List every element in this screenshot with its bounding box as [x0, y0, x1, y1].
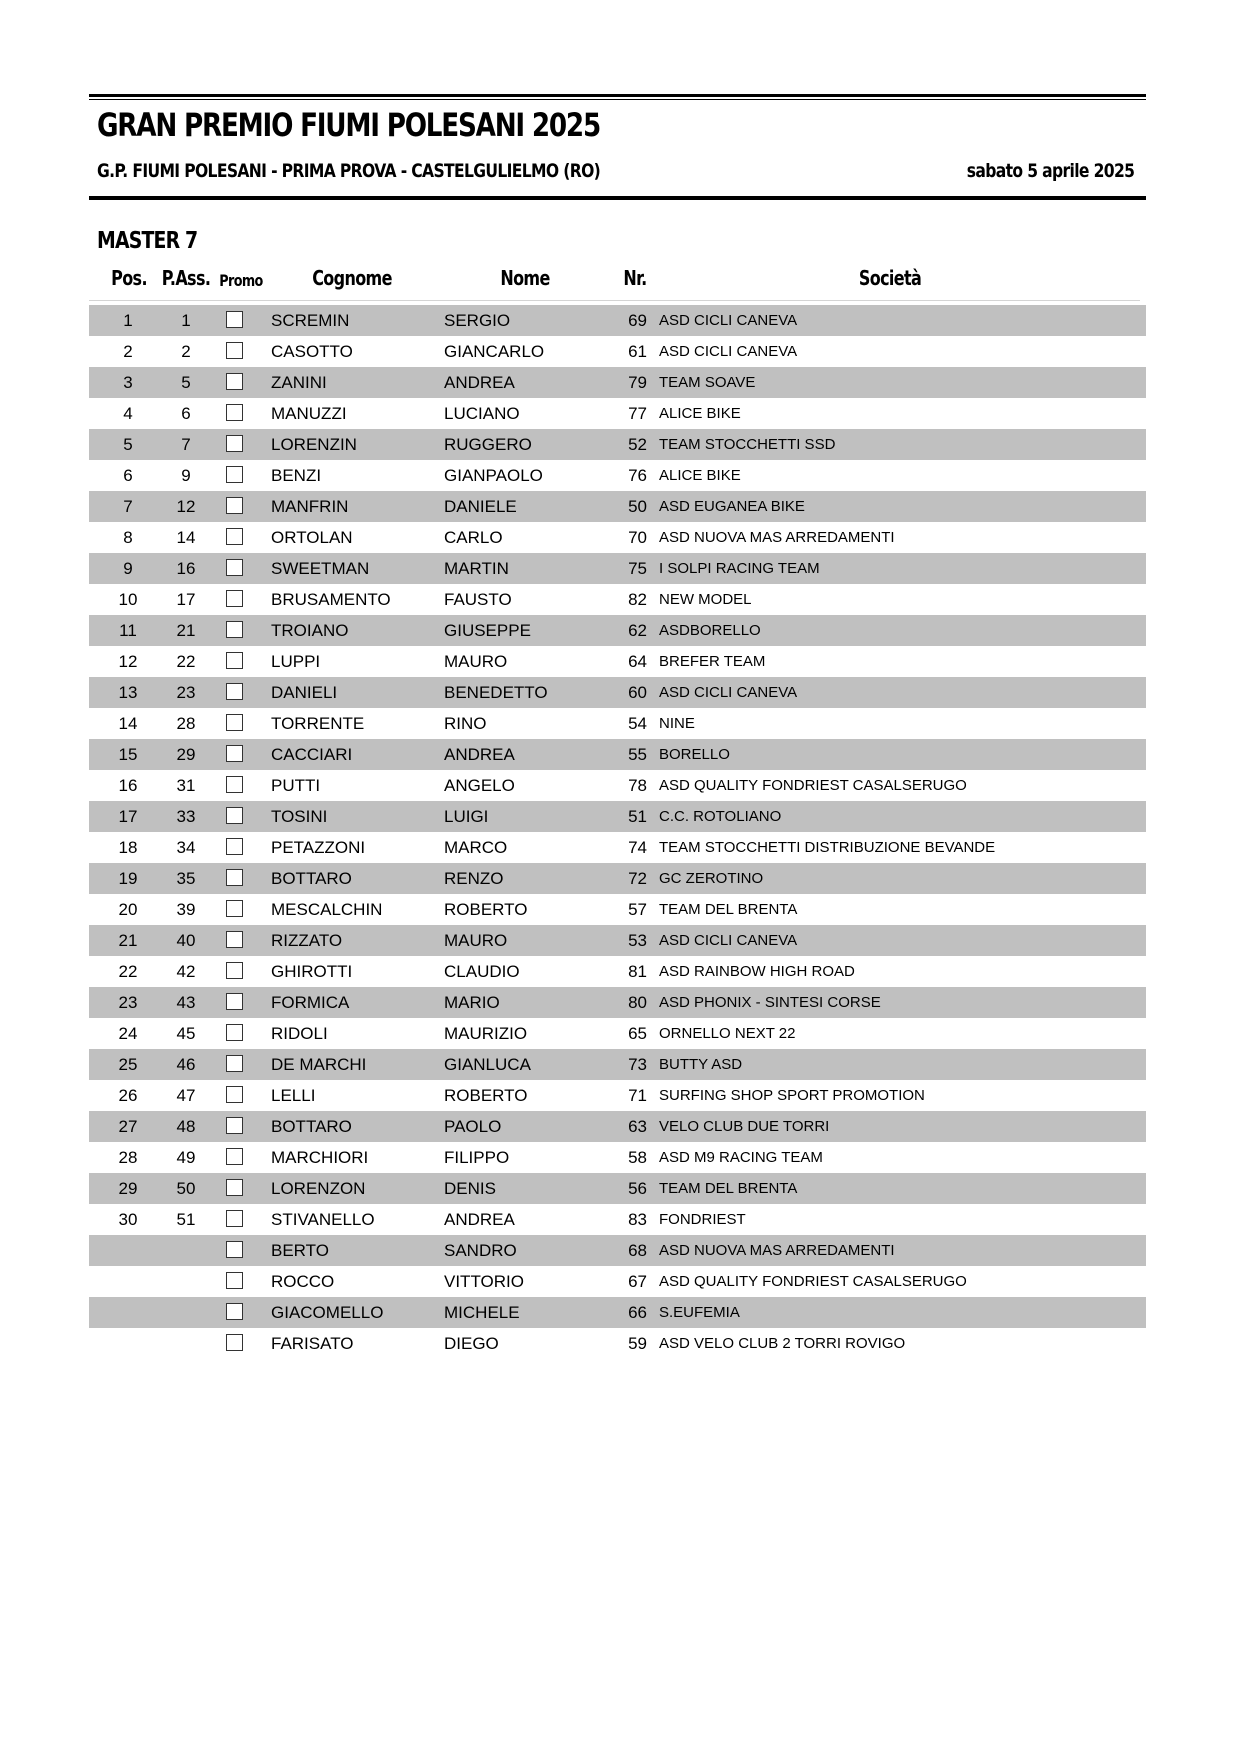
row-cognome: SCREMIN [271, 311, 350, 330]
header-rule-bottom [89, 196, 1146, 200]
promo-checkbox[interactable] [226, 869, 243, 886]
row-nr: 67 [628, 1272, 647, 1291]
table-row [89, 1173, 1146, 1204]
row-pass: 43 [176, 993, 196, 1012]
row-pos: 3 [123, 373, 133, 392]
table-row [89, 1328, 1146, 1359]
row-nr: 68 [628, 1241, 647, 1260]
row-nr: 57 [628, 900, 647, 919]
table-row [89, 987, 1146, 1018]
row-societa: ASD CICLI CANEVA [659, 684, 798, 701]
row-nr: 70 [628, 528, 647, 547]
row-societa: ASD VELO CLUB 2 TORRI ROVIGO [659, 1335, 906, 1352]
race-subtitle: G.P. FIUMI POLESANI - PRIMA PROVA - CASTELGULIELMO (RO) [97, 160, 601, 182]
row-societa: SURFING SHOP SPORT PROMOTION [659, 1087, 925, 1104]
row-nome: DIEGO [444, 1334, 499, 1353]
promo-checkbox[interactable] [226, 900, 243, 917]
row-pos: 30 [118, 1210, 138, 1229]
col-header-pass: P.Ass. [161, 266, 211, 290]
row-cognome: SWEETMAN [271, 559, 370, 578]
col-header-pos: Pos. [111, 266, 147, 290]
row-nome: LUCIANO [444, 404, 520, 423]
promo-checkbox[interactable] [226, 435, 243, 452]
promo-checkbox[interactable] [226, 621, 243, 638]
row-societa: ASD CICLI CANEVA [659, 343, 798, 360]
row-nome: MARIO [444, 993, 500, 1012]
row-nome: SANDRO [444, 1241, 517, 1260]
table-row [89, 646, 1146, 677]
row-nr: 73 [628, 1055, 647, 1074]
row-pass: 48 [176, 1117, 196, 1136]
row-nome: MICHELE [444, 1303, 520, 1322]
header-rule-top [89, 94, 1146, 97]
row-pass: 12 [176, 497, 196, 516]
row-cognome: GHIROTTI [271, 962, 353, 981]
row-nr: 77 [628, 404, 647, 423]
promo-checkbox[interactable] [226, 373, 243, 390]
row-cognome: BENZI [271, 466, 322, 485]
row-nome: GIANLUCA [444, 1055, 531, 1074]
row-cognome: RIDOLI [271, 1024, 328, 1043]
table-row [89, 677, 1146, 708]
row-cognome: MESCALCHIN [271, 900, 383, 919]
row-cognome: ORTOLAN [271, 528, 353, 547]
row-cognome: PUTTI [271, 776, 321, 795]
row-nome: FILIPPO [444, 1148, 510, 1167]
table-row [89, 1080, 1146, 1111]
row-nome: MARTIN [444, 559, 509, 578]
row-societa: VELO CLUB DUE TORRI [659, 1118, 830, 1135]
table-row [89, 801, 1146, 832]
row-nr: 82 [628, 590, 647, 609]
promo-checkbox[interactable] [226, 931, 243, 948]
row-societa: TEAM DEL BRENTA [659, 901, 798, 918]
row-societa: ASDBORELLO [659, 622, 761, 639]
row-nome: ROBERTO [444, 1086, 528, 1105]
promo-checkbox[interactable] [226, 962, 243, 979]
promo-checkbox[interactable] [226, 311, 243, 328]
row-cognome: FARISATO [271, 1334, 354, 1353]
row-pass: 21 [176, 621, 196, 640]
row-cognome: TOSINI [271, 807, 328, 826]
row-nr: 74 [628, 838, 647, 857]
row-societa: TEAM STOCCHETTI DISTRIBUZIONE BEVANDE [659, 839, 996, 856]
promo-checkbox[interactable] [226, 745, 243, 762]
row-pass: 23 [176, 683, 196, 702]
table-row [89, 398, 1146, 429]
row-pos: 27 [118, 1117, 138, 1136]
table-row [89, 491, 1146, 522]
row-pos: 8 [123, 528, 133, 547]
row-nr: 58 [628, 1148, 647, 1167]
row-nr: 59 [628, 1334, 647, 1353]
row-pass: 46 [176, 1055, 196, 1074]
row-societa: I SOLPI RACING TEAM [659, 560, 820, 577]
row-pos: 23 [118, 993, 138, 1012]
row-societa: BORELLO [659, 746, 730, 763]
category-title: MASTER 7 [97, 228, 198, 254]
table-row [89, 1297, 1146, 1328]
row-pos: 5 [123, 435, 133, 454]
row-nr: 81 [628, 962, 647, 981]
promo-checkbox[interactable] [226, 993, 243, 1010]
row-societa: ASD QUALITY FONDRIEST CASALSERUGO [659, 1273, 967, 1290]
row-pass: 47 [176, 1086, 196, 1105]
row-pass: 9 [181, 466, 191, 485]
row-nome: CARLO [444, 528, 503, 547]
table-row [89, 1018, 1146, 1049]
row-nr: 80 [628, 993, 647, 1012]
row-nr: 53 [628, 931, 647, 950]
row-cognome: TROIANO [271, 621, 349, 640]
row-nome: ANDREA [444, 1210, 515, 1229]
row-pos: 18 [118, 838, 138, 857]
promo-checkbox[interactable] [226, 1179, 243, 1196]
row-societa: ASD EUGANEA BIKE [659, 498, 805, 515]
table-row [89, 1235, 1146, 1266]
row-cognome: BERTO [271, 1241, 329, 1260]
row-pos: 28 [118, 1148, 138, 1167]
row-nome: ANDREA [444, 373, 515, 392]
row-nr: 64 [628, 652, 647, 671]
row-pos: 12 [118, 652, 138, 671]
table-row [89, 1142, 1146, 1173]
table-row [89, 1266, 1146, 1297]
row-pass: 40 [176, 931, 196, 950]
row-nome: ANGELO [444, 776, 515, 795]
row-cognome: BRUSAMENTO [271, 590, 391, 609]
row-societa: ASD CICLI CANEVA [659, 312, 798, 329]
row-cognome: LELLI [271, 1086, 316, 1105]
row-pass: 5 [181, 373, 191, 392]
promo-checkbox[interactable] [226, 807, 243, 824]
row-pos: 24 [118, 1024, 138, 1043]
row-pos: 9 [123, 559, 133, 578]
table-row [89, 863, 1146, 894]
row-societa: ASD QUALITY FONDRIEST CASALSERUGO [659, 777, 967, 794]
row-nr: 76 [628, 466, 647, 485]
row-cognome: PETAZZONI [271, 838, 366, 857]
row-nr: 63 [628, 1117, 647, 1136]
row-nr: 78 [628, 776, 647, 795]
row-nome: ANDREA [444, 745, 515, 764]
page-title: GRAN PREMIO FIUMI POLESANI 2025 [97, 106, 600, 144]
table-row [89, 429, 1146, 460]
promo-checkbox[interactable] [226, 590, 243, 607]
row-pass: 29 [176, 745, 196, 764]
row-pass: 51 [176, 1210, 196, 1229]
table-row [89, 1111, 1146, 1142]
row-nr: 75 [628, 559, 647, 578]
row-pos: 20 [118, 900, 138, 919]
row-societa: S.EUFEMIA [659, 1304, 740, 1321]
row-nr: 56 [628, 1179, 647, 1198]
row-cognome: ROCCO [271, 1272, 335, 1291]
row-societa: ALICE BIKE [659, 405, 741, 422]
promo-checkbox[interactable] [226, 683, 243, 700]
row-pass: 33 [176, 807, 196, 826]
table-row [89, 832, 1146, 863]
row-nome: DANIELE [444, 497, 517, 516]
table-row [89, 770, 1146, 801]
promo-checkbox[interactable] [226, 497, 243, 514]
promo-checkbox[interactable] [226, 1024, 243, 1041]
row-societa: FONDRIEST [659, 1211, 746, 1228]
row-societa: ASD NUOVA MAS ARREDAMENTI [659, 529, 895, 546]
row-pass: 28 [176, 714, 196, 733]
row-pass: 49 [176, 1148, 196, 1167]
row-cognome: LUPPI [271, 652, 321, 671]
row-pass: 31 [176, 776, 196, 795]
row-cognome: BOTTARO [271, 869, 352, 888]
row-nr: 54 [628, 714, 647, 733]
table-row [89, 336, 1146, 367]
row-societa: C.C. ROTOLIANO [659, 808, 782, 825]
table-row [89, 925, 1146, 956]
promo-checkbox[interactable] [226, 714, 243, 731]
row-pos: 4 [123, 404, 133, 423]
row-nome: RINO [444, 714, 487, 733]
row-nr: 83 [628, 1210, 647, 1229]
row-nome: RUGGERO [444, 435, 532, 454]
row-pass: 39 [176, 900, 196, 919]
row-pass: 45 [176, 1024, 196, 1043]
row-cognome: LORENZIN [271, 435, 357, 454]
row-pass: 16 [176, 559, 196, 578]
row-societa: NEW MODEL [659, 591, 752, 608]
table-row [89, 305, 1146, 336]
row-nr: 65 [628, 1024, 647, 1043]
row-pos: 26 [118, 1086, 138, 1105]
row-societa: GC ZEROTINO [659, 870, 764, 887]
table-row [89, 894, 1146, 925]
row-pos: 19 [118, 869, 138, 888]
promo-checkbox[interactable] [226, 559, 243, 576]
table-row [89, 708, 1146, 739]
row-societa: ASD M9 RACING TEAM [659, 1149, 823, 1166]
row-cognome: DE MARCHI [271, 1055, 367, 1074]
promo-checkbox[interactable] [226, 1303, 243, 1320]
promo-checkbox[interactable] [226, 776, 243, 793]
row-nr: 79 [628, 373, 647, 392]
promo-checkbox[interactable] [226, 838, 243, 855]
row-nr: 51 [628, 807, 647, 826]
promo-checkbox[interactable] [226, 342, 243, 359]
row-nome: MAURIZIO [444, 1024, 528, 1043]
row-nome: RENZO [444, 869, 504, 888]
row-pos: 2 [123, 342, 133, 361]
row-nr: 50 [628, 497, 647, 516]
table-row [89, 460, 1146, 491]
row-cognome: MARCHIORI [271, 1148, 369, 1167]
row-pass: 6 [181, 404, 191, 423]
row-nome: MARCO [444, 838, 508, 857]
col-header-cognome: Cognome [312, 266, 392, 290]
row-societa: ASD RAINBOW HIGH ROAD [659, 963, 855, 980]
row-pos: 17 [118, 807, 138, 826]
table-row [89, 956, 1146, 987]
table-row [89, 522, 1146, 553]
row-pass: 17 [176, 590, 196, 609]
row-pass: 42 [176, 962, 196, 981]
promo-checkbox[interactable] [226, 466, 243, 483]
row-pass: 1 [181, 311, 191, 330]
row-pos: 29 [118, 1179, 138, 1198]
row-societa: ASD NUOVA MAS ARREDAMENTI [659, 1242, 895, 1259]
row-cognome: ZANINI [271, 373, 327, 392]
row-pos: 7 [123, 497, 133, 516]
col-header-nr: Nr. [623, 266, 647, 290]
table-row [89, 553, 1146, 584]
row-cognome: RIZZATO [271, 931, 343, 950]
col-header-societa: Società [858, 266, 922, 290]
row-pass: 7 [181, 435, 191, 454]
row-nome: GIUSEPPE [444, 621, 531, 640]
row-nome: ROBERTO [444, 900, 528, 919]
row-cognome: TORRENTE [271, 714, 365, 733]
row-cognome: MANUZZI [271, 404, 347, 423]
row-nome: BENEDETTO [444, 683, 548, 702]
promo-checkbox[interactable] [226, 1272, 243, 1289]
row-nome: PAOLO [444, 1117, 502, 1136]
row-nr: 72 [628, 869, 647, 888]
row-cognome: CACCIARI [271, 745, 353, 764]
table-row [89, 367, 1146, 398]
row-societa: BREFER TEAM [659, 653, 766, 670]
promo-checkbox[interactable] [226, 1117, 243, 1134]
row-cognome: LORENZON [271, 1179, 366, 1198]
row-pos: 10 [118, 590, 138, 609]
row-nr: 66 [628, 1303, 647, 1322]
row-nome: LUIGI [444, 807, 489, 826]
row-nome: GIANPAOLO [444, 466, 543, 485]
row-pos: 13 [118, 683, 138, 702]
row-societa: ASD PHONIX - SINTESI CORSE [659, 994, 881, 1011]
table-row [89, 1204, 1146, 1235]
row-nr: 69 [628, 311, 647, 330]
header-rule-top-thin [89, 99, 1146, 100]
table-header [89, 266, 1146, 298]
row-cognome: CASOTTO [271, 342, 353, 361]
row-pos: 14 [118, 714, 138, 733]
row-cognome: BOTTARO [271, 1117, 352, 1136]
row-nome: SERGIO [444, 311, 511, 330]
promo-checkbox[interactable] [226, 528, 243, 545]
row-cognome: STIVANELLO [271, 1210, 375, 1229]
row-nr: 62 [628, 621, 647, 640]
row-nome: DENIS [444, 1179, 496, 1198]
row-pos: 16 [118, 776, 138, 795]
promo-checkbox[interactable] [226, 1241, 243, 1258]
table-row [89, 615, 1146, 646]
row-pos: 21 [118, 931, 138, 950]
row-pos: 1 [123, 311, 133, 330]
promo-checkbox[interactable] [226, 1086, 243, 1103]
row-nome: MAURO [444, 652, 508, 671]
row-nr: 71 [628, 1086, 647, 1105]
row-societa: ALICE BIKE [659, 467, 741, 484]
row-pass: 34 [176, 838, 196, 857]
table-row [89, 739, 1146, 770]
results-table [89, 305, 1146, 1359]
col-header-promo: Promo [219, 271, 263, 290]
promo-checkbox[interactable] [226, 1210, 243, 1227]
promo-checkbox[interactable] [226, 1334, 243, 1351]
promo-checkbox[interactable] [226, 404, 243, 421]
row-nr: 55 [628, 745, 647, 764]
row-cognome: FORMICA [271, 993, 350, 1012]
row-pos: 6 [123, 466, 133, 485]
promo-checkbox[interactable] [226, 652, 243, 669]
promo-checkbox[interactable] [226, 1148, 243, 1165]
table-row [89, 1049, 1146, 1080]
table-row [89, 584, 1146, 615]
row-nr: 60 [628, 683, 647, 702]
row-pos: 15 [118, 745, 138, 764]
row-pos: 25 [118, 1055, 138, 1074]
row-societa: TEAM STOCCHETTI SSD [659, 436, 836, 453]
race-date: sabato 5 aprile 2025 [966, 160, 1134, 182]
row-societa: TEAM SOAVE [659, 374, 756, 391]
row-nome: MAURO [444, 931, 508, 950]
row-societa: TEAM DEL BRENTA [659, 1180, 798, 1197]
row-societa: ASD CICLI CANEVA [659, 932, 798, 949]
row-pos: 11 [119, 621, 137, 640]
table-header-rule [89, 300, 1140, 301]
row-cognome: DANIELI [271, 683, 338, 702]
row-nr: 61 [628, 342, 647, 361]
row-pass: 22 [176, 652, 196, 671]
col-header-nome: Nome [500, 266, 550, 290]
row-pass: 14 [176, 528, 196, 547]
row-cognome: MANFRIN [271, 497, 349, 516]
row-nome: FAUSTO [444, 590, 512, 609]
row-societa: BUTTY ASD [659, 1056, 743, 1073]
row-pass: 50 [176, 1179, 196, 1198]
row-pass: 2 [181, 342, 191, 361]
row-cognome: GIACOMELLO [271, 1303, 384, 1322]
promo-checkbox[interactable] [226, 1055, 243, 1072]
row-societa: ORNELLO NEXT 22 [659, 1025, 796, 1042]
row-nome: CLAUDIO [444, 962, 520, 981]
row-nome: VITTORIO [444, 1272, 524, 1291]
row-nr: 52 [628, 435, 647, 454]
row-pos: 22 [118, 962, 138, 981]
row-societa: NINE [659, 715, 695, 732]
row-nome: GIANCARLO [444, 342, 545, 361]
row-pass: 35 [176, 869, 196, 888]
